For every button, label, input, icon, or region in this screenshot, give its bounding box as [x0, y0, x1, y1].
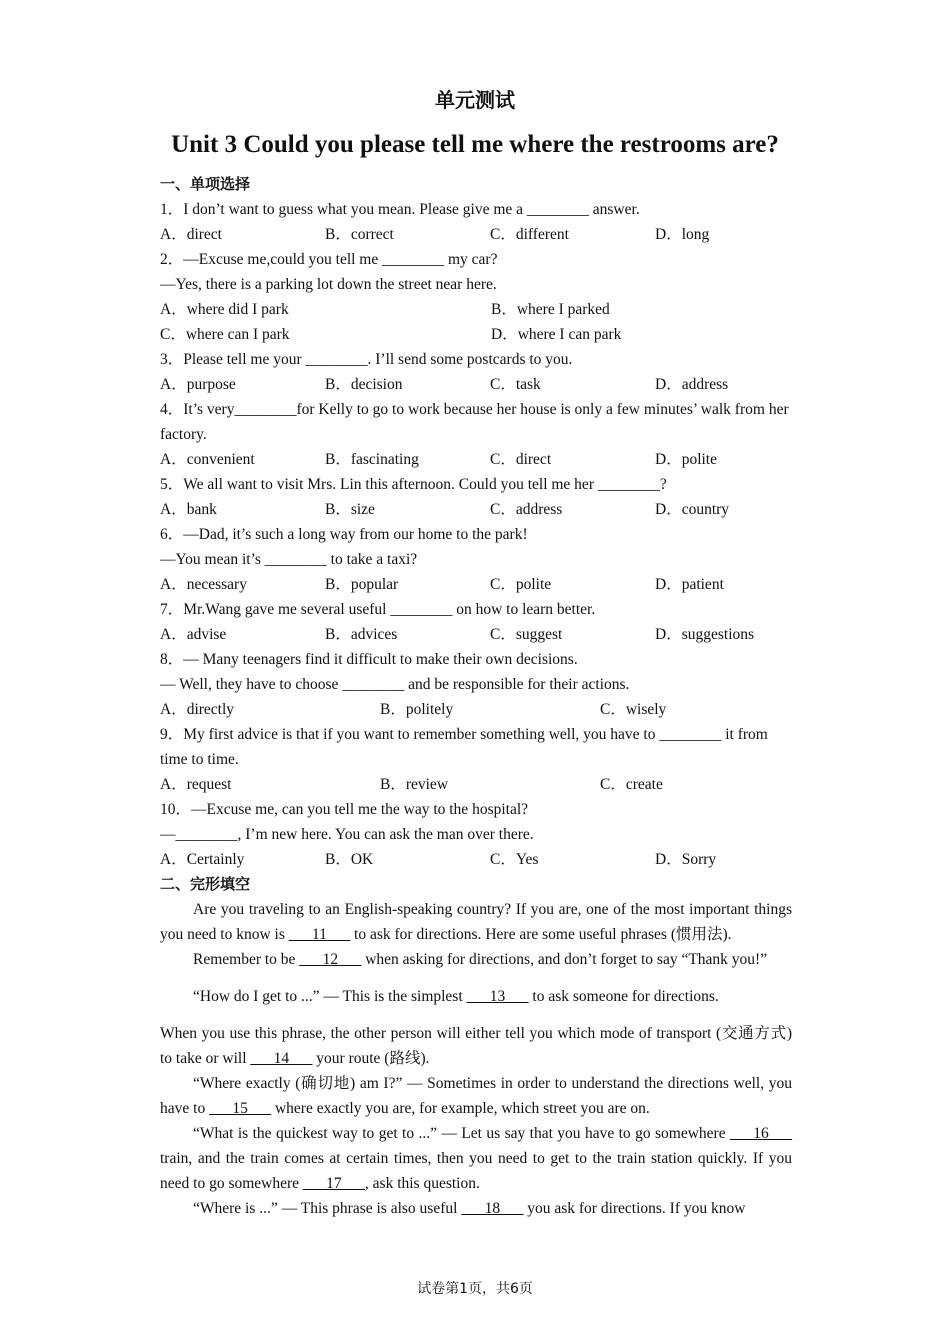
paragraph-text: your route (路线). — [312, 1050, 430, 1067]
question-stem: 1．I don’t want to guess what you mean. Please give me a ________ answer. — [160, 201, 640, 218]
option: B．where I parked — [491, 301, 610, 318]
option: C．Yes — [490, 851, 539, 868]
option: C．create — [600, 776, 663, 793]
paragraph-text: Are you traveling to an English-speaking country? If you are, one of the most important things you need to know is — [160, 901, 792, 943]
options-row — [160, 447, 792, 472]
cloze-paragraph — [160, 1196, 792, 1221]
option: D．suggestions — [655, 626, 755, 643]
option: A．necessary — [160, 576, 247, 593]
cloze-paragraph — [160, 1021, 792, 1071]
option: D．country — [655, 501, 730, 518]
page-footer: 试卷第1页，共6页 — [417, 1281, 533, 1297]
option: A．directly — [160, 701, 235, 718]
paragraph-text: to ask someone for directions. — [528, 988, 719, 1005]
option: B．review — [380, 776, 449, 793]
question-stem: —________, I’m new here. You can ask the man over there. — [160, 826, 534, 843]
cloze-blank: ___15___ — [209, 1100, 272, 1117]
option: C．suggest — [490, 626, 563, 643]
question-stem: 7．Mr.Wang gave me several useful ________ on how to learn better. — [160, 601, 596, 618]
paragraph-text: train, and the train comes at certain times, then you need to get to the train station quickly. If you need to go somewhere — [160, 1150, 792, 1192]
option: A．bank — [160, 501, 217, 518]
option: B．correct — [325, 226, 394, 243]
option: D．patient — [655, 576, 724, 593]
section-heading-cloze: 二、完形填空 — [160, 875, 251, 893]
cloze-blank: ___11___ — [288, 926, 351, 943]
option: A．where did I park — [160, 301, 289, 318]
question-stem: 9．My first advice is that if you want to remember something well, you have to ________ it from time to time. — [160, 726, 768, 768]
option: C．where can I park — [160, 326, 290, 343]
exam-content — [160, 172, 792, 1221]
question-stem: 3．Please tell me your ________. I’ll send some postcards to you. — [160, 351, 573, 368]
option: A．Certainly — [160, 851, 245, 868]
options-row — [160, 297, 792, 322]
paragraph-text: you ask for directions. If you know — [523, 1200, 746, 1217]
option: B．fascinating — [325, 451, 419, 468]
paragraph-text: “How do I get to ...” — This is the simplest — [193, 988, 467, 1005]
options-row — [160, 772, 792, 797]
option: A．advise — [160, 626, 227, 643]
option: B．politely — [380, 701, 454, 718]
cloze-paragraph — [160, 897, 792, 947]
cloze-paragraph — [160, 1121, 792, 1196]
option: A．direct — [160, 226, 222, 243]
option: C．direct — [490, 451, 552, 468]
option: B．decision — [325, 376, 403, 393]
paragraph-text: “Where is ...” — This phrase is also useful — [193, 1200, 462, 1217]
option: B．OK — [325, 851, 374, 868]
cloze-blank: ___16___ — [730, 1125, 792, 1142]
question-stem: —Yes, there is a parking lot down the street near here. — [160, 276, 497, 293]
cloze-blank: ___13___ — [466, 988, 529, 1005]
question-stem: 6．—Dad, it’s such a long way from our home to the park! — [160, 526, 528, 543]
options-row — [160, 847, 792, 872]
option: A．purpose — [160, 376, 236, 393]
section-heading-multiple-choice: 一、单项选择 — [160, 175, 251, 193]
option: D．Sorry — [655, 851, 717, 868]
question-stem: —You mean it’s ________ to take a taxi? — [160, 551, 418, 568]
question-stem: 2．—Excuse me,could you tell me ________ my car? — [160, 251, 498, 268]
paragraph-text: Remember to be — [193, 951, 300, 968]
option: D．long — [655, 226, 710, 243]
paragraph-text: “What is the quickest way to get to ...” — Let us say that you have to go somewhere — [193, 1125, 730, 1142]
cloze-blank: ___18___ — [461, 1200, 524, 1217]
paragraph-text: When you use this phrase, the other person will either tell you which mode of transport (交通方式) to take or will — [160, 1025, 792, 1067]
question-stem: — Well, they have to choose ________ and be responsible for their actions. — [160, 676, 630, 693]
cloze-paragraph — [160, 984, 792, 1009]
options-row — [160, 572, 792, 597]
option: A．request — [160, 776, 232, 793]
option: D．address — [655, 376, 729, 393]
question-stem: 8．— Many teenagers find it difficult to make their own decisions. — [160, 651, 578, 668]
question-stem: 10．—Excuse me, can you tell me the way to the hospital? — [160, 801, 529, 818]
option: C．polite — [490, 576, 552, 593]
option: A．convenient — [160, 451, 255, 468]
options-row — [160, 322, 792, 347]
option: B．popular — [325, 576, 399, 593]
option: D．polite — [655, 451, 717, 468]
options-row — [160, 222, 792, 247]
page-title-chinese: 单元测试 — [435, 88, 515, 112]
option: C．wisely — [600, 701, 667, 718]
cloze-paragraph — [160, 947, 792, 972]
option: C．different — [490, 226, 569, 243]
option: B．size — [325, 501, 375, 518]
question-stem: 5．We all want to visit Mrs. Lin this afternoon. Could you tell me her ________? — [160, 476, 667, 493]
paragraph-text: , ask this question. — [364, 1175, 480, 1192]
option: C．task — [490, 376, 541, 393]
options-row — [160, 497, 792, 522]
question-stem: 4．It’s very________for Kelly to go to work because her house is only a few minutes’ walk from her factory. — [160, 401, 789, 443]
paragraph-text: where exactly you are, for example, which street you are on. — [271, 1100, 650, 1117]
option: C．address — [490, 501, 563, 518]
options-row — [160, 622, 792, 647]
cloze-blank: ___12___ — [299, 951, 362, 968]
options-row — [160, 697, 792, 722]
options-row — [160, 372, 792, 397]
cloze-paragraph — [160, 1071, 792, 1121]
paragraph-text: to ask for directions. Here are some useful phrases (惯用法). — [350, 926, 732, 943]
paragraph-text: “Where exactly (确切地) am I?” — Sometimes in order to understand the directions well, you have to — [160, 1075, 792, 1117]
option: B．advices — [325, 626, 398, 643]
cloze-blank: ___14___ — [250, 1050, 313, 1067]
paragraph-text: when asking for directions, and don’t forget to say “Thank you!” — [361, 951, 768, 968]
cloze-blank: ___17___ — [302, 1175, 365, 1192]
page-title-english: Unit 3 Could you please tell me where the restrooms are? — [171, 131, 779, 158]
option: D．where I can park — [491, 326, 622, 343]
